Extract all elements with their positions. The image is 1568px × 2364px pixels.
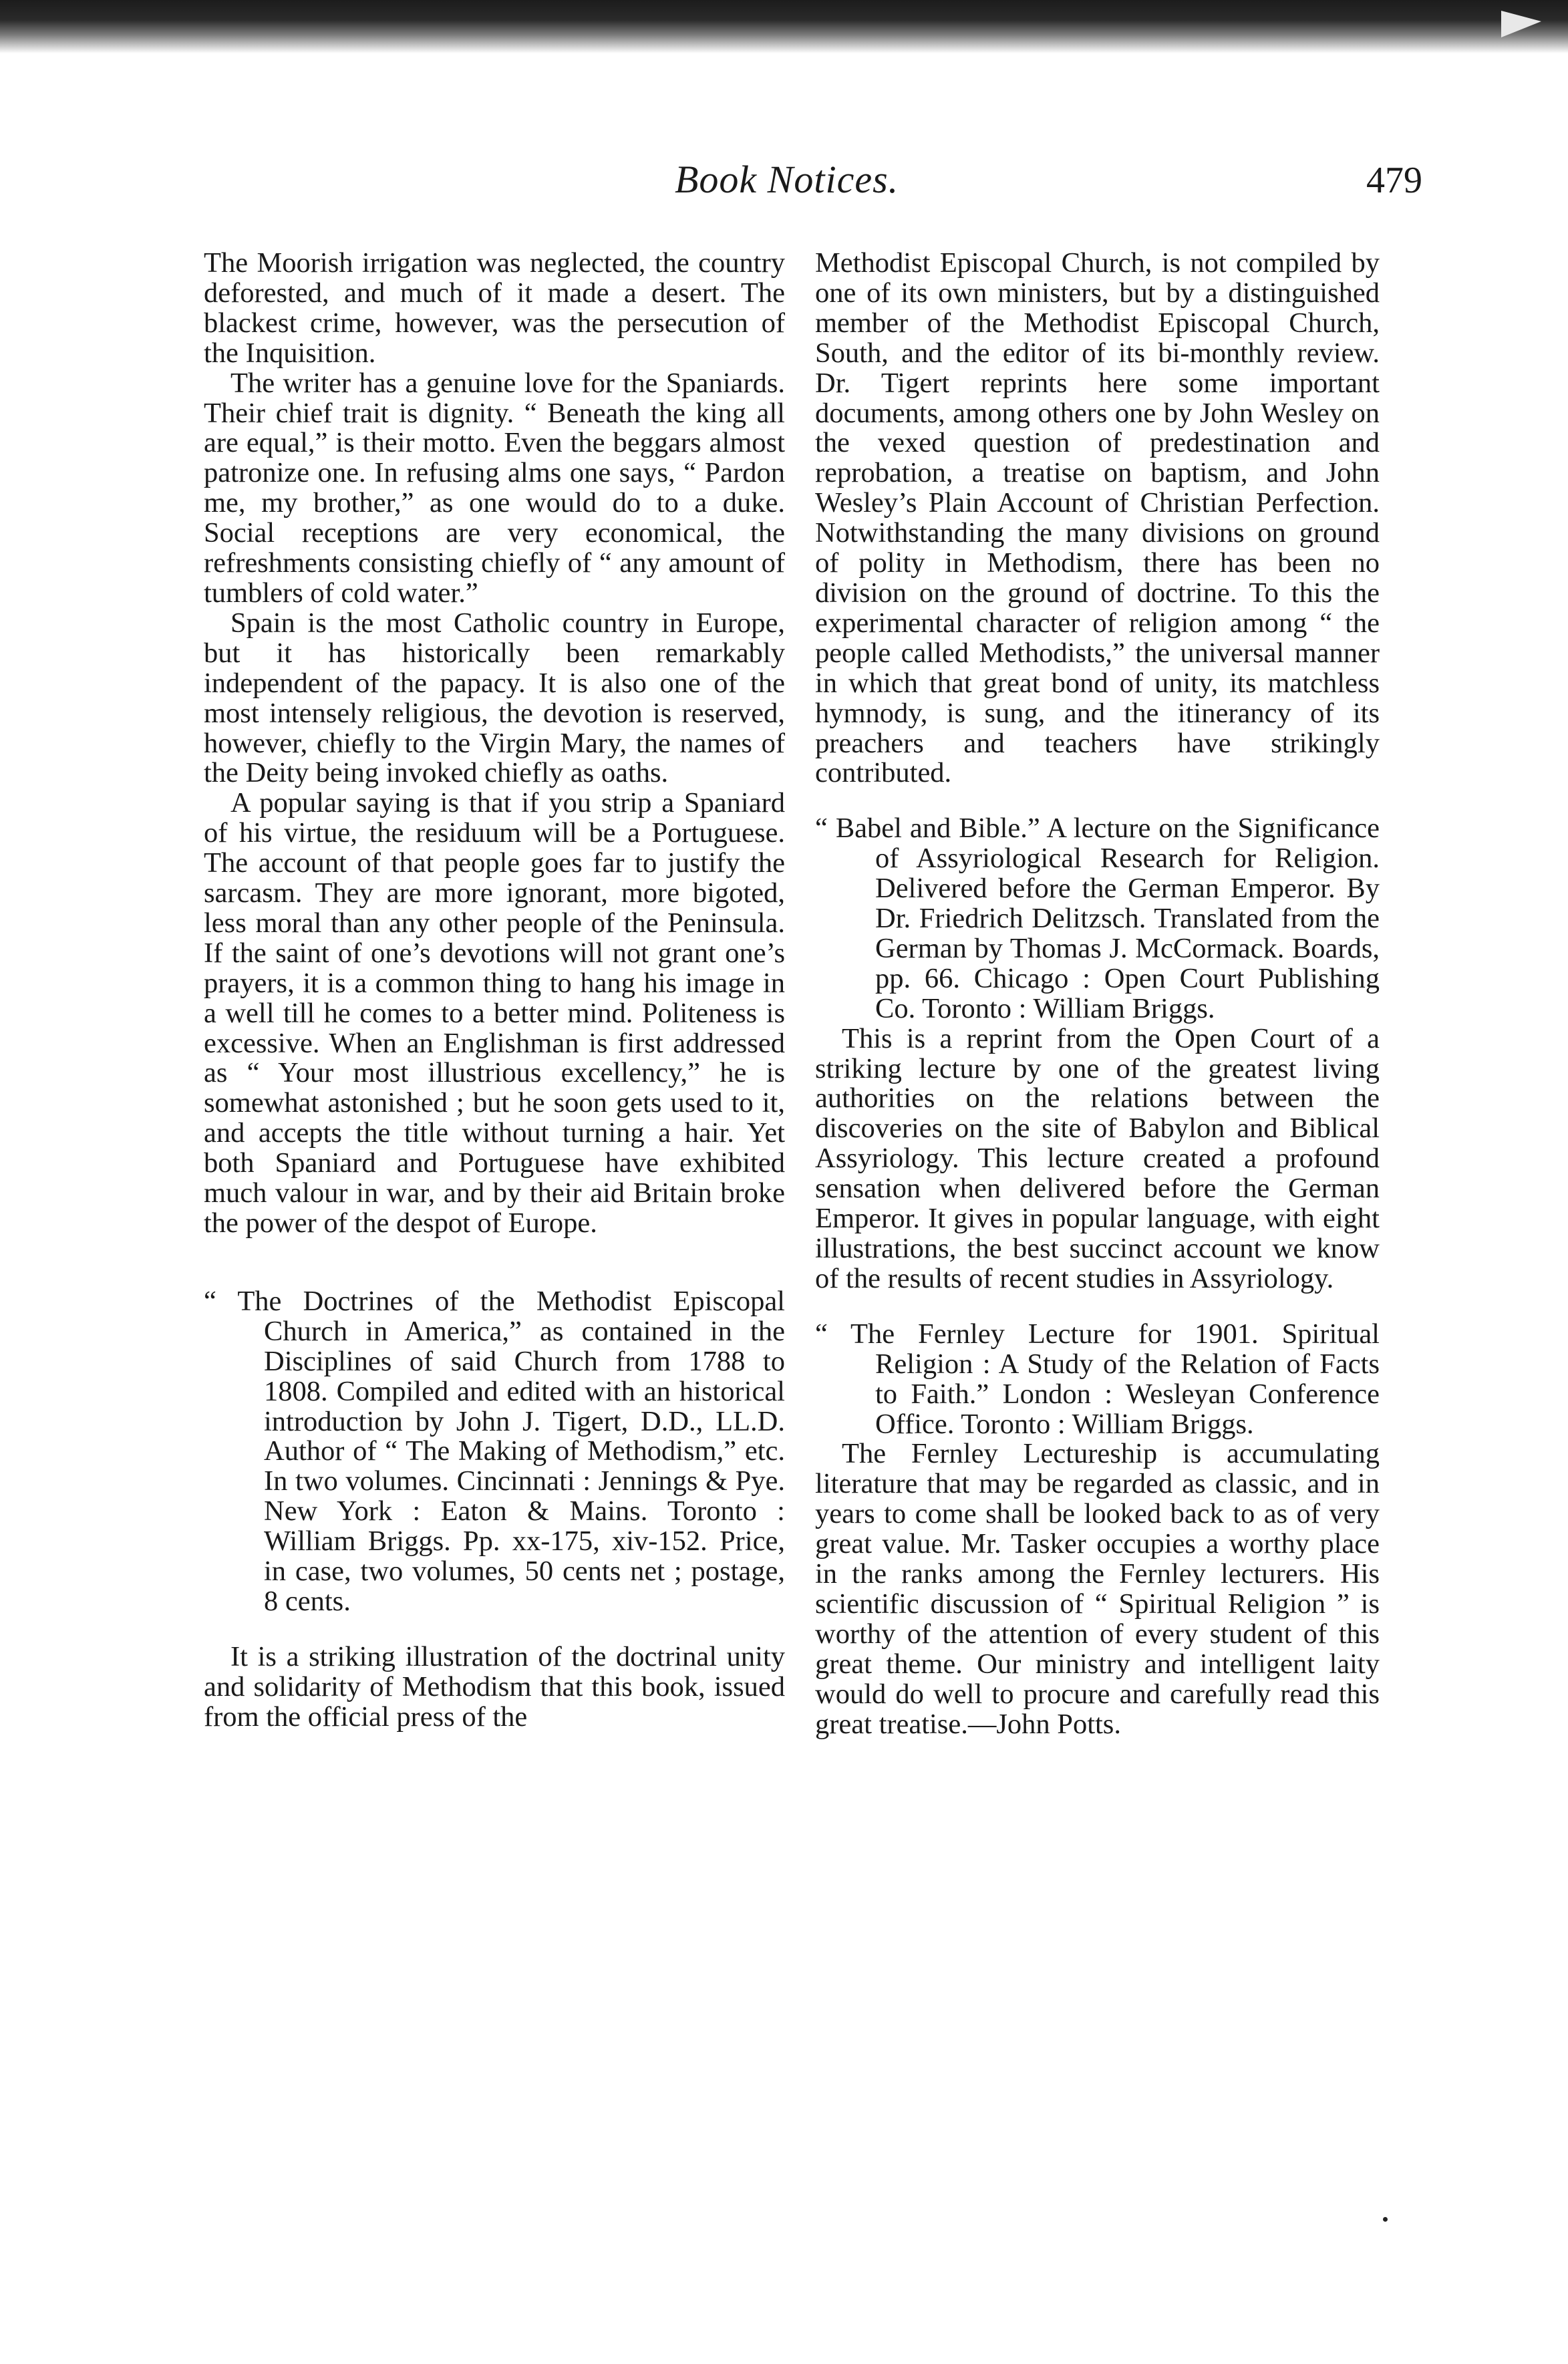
paragraph: The Moorish irrigation was neglected, the country deforested, and much of it made a desert. The blackest crime, however, was the persecution of the Inquisition.: [204, 247, 785, 369]
left-column: [204, 249, 785, 1733]
print-speck: [1383, 2217, 1388, 2222]
book-notice-heading: “ Babel and Bible.” A lecture on the Significance of Assyriological Research for Religion. Delivered before the German Emperor. By Dr. Friedrich Delitzsch. Translated from the German by Thomas J. McCormack. Boards, pp. 66. Chicago : Open Court Publishing Co. Toronto : William Briggs.: [815, 812, 1380, 1024]
paragraph: It is a striking illustration of the doctrinal unity and solidarity of Methodism that this book, issued from the official press of the: [204, 1640, 785, 1733]
paragraph: The writer has a genuine love for the Spaniards. Their chief trait is dignity. “ Beneath the king all are equal,” is their motto. Even the beggars almost patronize one. In refusing alms one says, “ Pardon me, my brother,” as one would do to a duke. Social receptions are very economical, the refreshments consisting chiefly of “ any amount of tumblers of cold water.”: [204, 367, 785, 609]
right-column: [815, 249, 1380, 1740]
section-gap: [204, 1617, 785, 1642]
running-head: Book Notices.: [675, 158, 899, 201]
paragraph: Spain is the most Catholic country in Europe, but it has historically been remarkably independent of the papacy. It is also one of the most intensely religious, the devotion is reserved, however, chiefly to the Virgin Mary, the names of the Deity being invoked chiefly as oaths.: [204, 607, 785, 789]
paragraph: This is a reprint from the Open Court of a striking lecture by one of the greatest living authorities on the relations between the discoveries on the site of Babylon and Biblical Assyriology. This lecture created a profound sensation when delivered before the German Emperor. It gives in popular language, with eight illustrations, the best succinct account we know of the results of recent studies in Assyriology.: [815, 1022, 1380, 1294]
section-gap: [815, 788, 1380, 814]
book-notice-heading: “ The Doctrines of the Methodist Episcopal Church in America,” as contained in the Disciplines of said Church from 1788 to 1808. Compiled and edited with an historical introduction by John J. Tigert, D.D., LL.D. Author of “ The Making of Methodism,” etc. In two volumes. Cincinnati : Jennings & Pye. New York : Eaton & Mains. Toronto : William Briggs. Pp. xx-175, xiv-152. Price, in case, two volumes, 50 cents net ; postage, 8 cents.: [204, 1285, 785, 1617]
book-notice-heading: “ The Fernley Lecture for 1901. Spiritual Religion : A Study of the Relation of Facts to Faith.” London : Wesleyan Conference Office. Toronto : William Briggs.: [815, 1318, 1380, 1440]
scan-top-edge: [0, 0, 1568, 53]
page-number: 479: [1366, 160, 1422, 201]
paragraph: The Fernley Lectureship is accumulating literature that may be regarded as classic, and in years to come shall be looked back to as of very great value. Mr. Tasker occupies a worthy place in the ranks among the Fernley lecturers. His scientific discussion of “ Spiritual Religion ” is worthy of the attention of every student of this great theme. Our ministry and intelligent laity would do well to procure and carefully read this great treatise.—John Potts.: [815, 1438, 1380, 1740]
paragraph: Methodist Episcopal Church, is not compiled by one of its own ministers, but by a distinguished member of the Methodist Episcopal Church, South, and the editor of its bi-monthly review. Dr. Tigert reprints here some important documents, among others one by John Wesley on the vexed question of predestination and reprobation, a treatise on baptism, and John Wesley’s Plain Account of Christian Perfection. Notwithstanding the many divisions on ground of polity in Methodism, there has been no division on the ground of doctrine. To this the experimental character of religion among “ the people called Methodists,” the universal manner in which that great bond of unity, its matchless hymnody, is sung, and the itinerancy of its preachers and teachers have strikingly contributed.: [815, 247, 1380, 789]
paragraph: A popular saying is that if you strip a Spaniard of his virtue, the residuum will be a Portuguese. The account of that people goes far to justify the sarcasm. They are more ignorant, more bigoted, less moral than any other people of the Peninsula. If the saint of one’s devotions will not grant one’s prayers, it is a common thing to hang his image in a well till he comes to a better mind. Politeness is excessive. When an Englishman is first addressed as “ Your most illustrious excellency,” he is somewhat astonished ; but he soon gets used to it, and accepts the title without turning a hair. Yet both Spaniard and Portuguese have exhibited much valour in war, and by their aid Britain broke the power of the despot of Europe.: [204, 787, 785, 1239]
section-gap: [815, 1294, 1380, 1320]
section-gap: [204, 1239, 785, 1287]
